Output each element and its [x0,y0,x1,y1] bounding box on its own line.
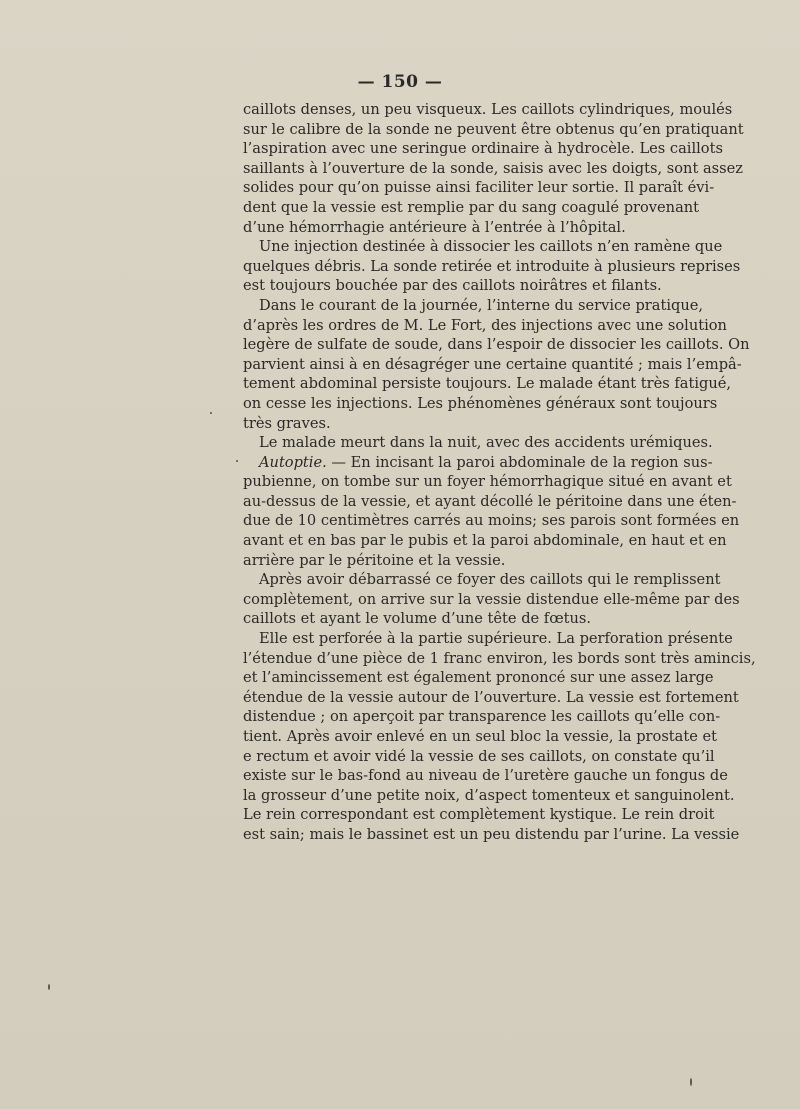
text-line: caillots denses, un peu visqueux. Les caillots cylindriques, moulés [243,101,733,118]
text-line: au-dessus de la vessie, et ayant décollé le péritoine dans une éten- [243,492,737,510]
text-line: tement abdominal persiste toujours. Le malade étant très fatigué, [243,375,732,393]
text-line: d’une hémorrhagie antérieure à l’entrée à l’hôpital. [243,218,626,236]
text-line: distendue ; on aperçoit par transparence les caillots qu’elle con- [243,708,721,726]
ink-speck [210,412,212,414]
text-line: et l’amincissement est également prononcé sur une assez large [243,669,714,687]
text-line: Le malade meurt dans la nuit, avec des accidents urémiques. [259,434,713,452]
text-line: Le rein correspondant est complètement kystique. Le rein droit [243,806,715,824]
text-line: est toujours bouchée par des caillots noirâtres et filants. [243,277,662,295]
text-line: pubienne, on tombe sur un foyer hémorrhagique situé en avant et [243,473,732,491]
page-number: — 150 — [357,72,443,92]
text-line: l’aspiration avec une seringue ordinaire à hydrocèle. Les caillots [243,140,723,158]
text-line: solides pour qu’on puisse ainsi faciliter leur sortie. Il paraît évi- [243,179,715,197]
text-line: saillants à l’ouverture de la sonde, saisis avec les doigts, sont assez [243,159,743,177]
text-line: avant et en bas par le pubis et la paroi abdominale, en haut et en [243,532,727,550]
text-line: très graves. [243,414,331,432]
section-label: Autoptie. [259,453,327,471]
text-line: arrière par le péritoine et la vessie. [243,551,506,569]
text-line: d’après les ordres de M. Le Fort, des injections avec une solution [243,316,727,334]
text-line: la grosseur d’une petite noix, d’aspect tomenteux et sanguinolent. [243,786,735,804]
paragraph [243,433,713,453]
paragraph [243,237,741,296]
text-line: Elle est perforée à la partie supérieure. La perforation présente [259,630,733,648]
text-line: tient. Après avoir enlevé en un seul bloc la vessie, la prostate et [243,728,718,745]
text-line: Une injection destinée à dissocier les caillots n’en ramène que [259,238,723,256]
text-line-content: — En incisant la paroi abdominale de la region sus- [326,453,713,471]
paragraph [243,629,756,845]
text-line: est sain; mais le bassinet est un peu distendu par l’urine. La vessie [243,825,740,843]
text-line: parvient ainsi à en désagréger une certaine quantité ; mais l’empâ- [243,355,742,373]
paragraph [243,453,740,571]
text-line: existe sur le bas-fond au niveau de l’uretère gauche un fongus de [243,767,728,785]
text-line: Après avoir débarrassé ce foyer des caillots qui le remplissent [259,571,721,589]
text-line: due de 10 centimètres carrés au moins; ses parois sont formées en [243,512,740,530]
paragraph [243,296,750,433]
text-line: e rectum et avoir vidé la vessie de ses caillots, on constate qu’il [243,747,715,765]
text-line [243,453,713,473]
text-line: on cesse les injections. Les phénomènes généraux sont toujours [243,394,718,412]
text-line: étendue de la vessie autour de l’ouverture. La vessie est fortement [243,688,739,706]
paragraph [243,570,740,629]
paragraph [243,100,744,237]
ink-speck [690,1078,692,1086]
text-line: Dans le courant de la journée, l’interne du service pratique, [259,296,704,314]
body-text [243,100,756,845]
text-line: legère de sulfate de soude, dans l’espoir de dissocier les caillots. On [243,336,750,354]
text-line: l’étendue d’une pièce de 1 franc environ, les bords sont très amincis, [243,649,756,667]
ink-speck [236,460,238,462]
text-line: dent que la vessie est remplie par du sang coagulé provenant [243,198,700,216]
text-line: sur le calibre de la sonde ne peuvent être obtenus qu’en pratiquant [243,120,744,138]
text-line: caillots et ayant le volume d’une tête de fœtus. [243,610,592,628]
text-line: quelques débris. La sonde retirée et introduite à plusieurs reprises [243,257,741,275]
ink-speck [48,984,50,990]
text-line: complètement, on arrive sur la vessie distendue elle-même par des [243,590,740,608]
